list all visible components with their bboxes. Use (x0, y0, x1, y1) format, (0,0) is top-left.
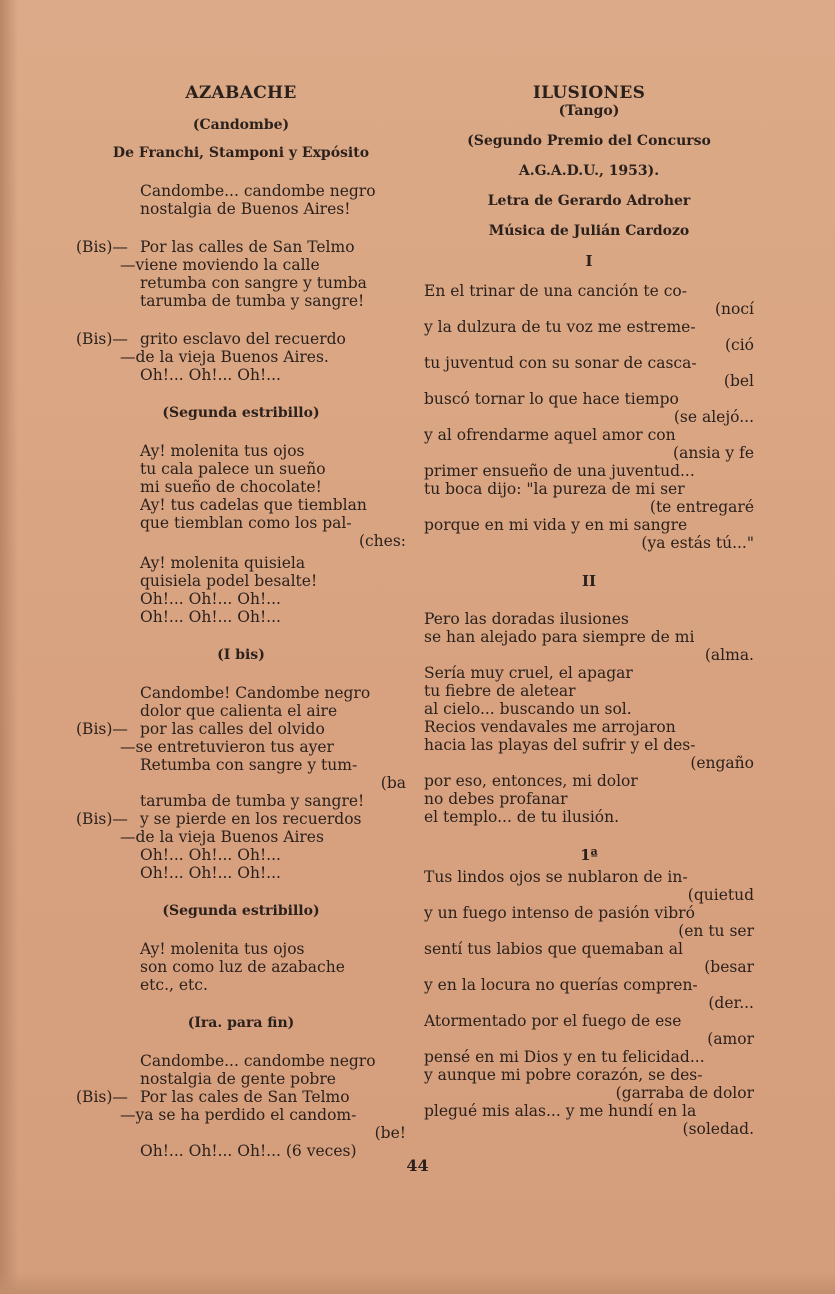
verse-line: Oh!... Oh!... Oh!... (140, 864, 281, 882)
verse-line-tail: (be! (374, 1124, 406, 1142)
verse-line: porque en mi vida y en mi sangre (424, 516, 688, 534)
verse-line: por las calles del olvido (140, 720, 325, 738)
verse-line: tu boca dijo: "la pureza de mi ser (424, 480, 685, 498)
page-edge-shadow (0, 0, 18, 1294)
verse-line: etc., etc. (140, 976, 208, 994)
award-line: A.G.A.D.U., 1953). (518, 163, 660, 179)
verse-line-tail: (besar (704, 958, 754, 976)
part-heading: I (585, 252, 593, 270)
stanza (76, 330, 406, 384)
verse-line: Por las calles de San Telmo (140, 238, 355, 256)
verse-line: nostalgia de Buenos Aires! (140, 200, 351, 218)
section-heading: (Segunda estribillo) (162, 405, 320, 421)
song-genre: (Candombe) (192, 117, 290, 133)
verse-line: Ay! molenita quisiela (140, 554, 306, 572)
verse-line: Ay! molenita tus ojos (140, 940, 305, 958)
verse-line: dolor que calienta el aire (140, 702, 338, 720)
song-azabache (76, 84, 406, 1160)
part-heading: II (581, 572, 597, 590)
stanza (424, 610, 754, 826)
page-bottom-shadow (0, 1272, 835, 1294)
verse-line-tail: (nocí (715, 300, 754, 318)
stanza (76, 442, 406, 550)
verse-line-tail: (amor (707, 1030, 754, 1048)
verse-line: —ya se ha perdido el candom- (120, 1106, 357, 1124)
stanza (76, 1052, 406, 1160)
verse-line: Oh!... Oh!... Oh!... (140, 608, 281, 626)
verse-line: tarumba de tumba y sangre! (140, 292, 365, 310)
verse-line: Oh!... Oh!... Oh!... (140, 590, 281, 608)
verse-line: y al ofrendarme aquel amor con (424, 426, 676, 444)
verse-line: mi sueño de chocolate! (140, 478, 322, 496)
verse-line: tu juventud con su sonar de casca- (424, 354, 697, 372)
verse-line: hacia las playas del sufrir y el des- (424, 736, 696, 754)
verse-line-tail: (quietud (687, 886, 754, 904)
verse-line: Ay! molenita tus ojos (140, 442, 305, 460)
verse-line: buscó tornar lo que hace tiempo (424, 390, 679, 408)
verse-line: y en la locura no querías compren- (424, 976, 698, 994)
verse-line: Oh!... Oh!... Oh!... (140, 366, 281, 384)
bis-marker: (Bis)— (76, 720, 128, 738)
verse-line: grito esclavo del recuerdo (140, 330, 346, 348)
song-genre: (Tango) (558, 103, 620, 119)
verse-line-tail: (engaño (690, 754, 754, 772)
verse-line: y un fuego intenso de pasión vibró (424, 904, 695, 922)
verse-line: tu cala palece un sueño (140, 460, 326, 478)
song-ilusiones (424, 84, 754, 1138)
verse-line-tail: (ció (724, 336, 754, 354)
verse-line: al cielo... buscando un sol. (424, 700, 632, 718)
verse-line: Candombe! Candombe negro (140, 684, 371, 702)
verse-line: Pero las doradas ilusiones (424, 610, 629, 628)
section-heading: (I bis) (217, 647, 265, 663)
verse-line: Sería muy cruel, el apagar (424, 664, 633, 682)
bis-marker: (Bis)— (76, 238, 128, 256)
verse-line: Ay! tus cadelas que tiemblan (140, 496, 367, 514)
verse-line: —de la vieja Buenos Aires. (120, 348, 329, 366)
verse-line: Retumba con sangre y tum- (140, 756, 358, 774)
verse-line-tail: (ba (380, 774, 406, 792)
verse-line: son como luz de azabache (140, 958, 345, 976)
verse-line: Candombe... candombe negro (140, 182, 376, 200)
song-title: ILUSIONES (532, 83, 646, 103)
verse-line: y aunque mi pobre corazón, se des- (424, 1066, 703, 1084)
music-credit: Música de Julián Cardozo (488, 223, 690, 239)
verse-line: por eso, entonces, mi dolor (424, 772, 638, 790)
verse-line: Atormentado por el fuego de ese (424, 1012, 682, 1030)
verse-line: no debes profanar (424, 790, 568, 808)
verse-line-tail: (alma. (704, 646, 754, 664)
verse-line: el templo... de tu ilusión. (424, 808, 620, 826)
verse-line: y la dulzura de tu voz me estreme- (424, 318, 696, 336)
bis-marker: (Bis)— (76, 330, 128, 348)
verse-line-tail: (bel (723, 372, 754, 390)
stanza (76, 684, 406, 882)
verse-line: se han alejado para siempre de mi (424, 628, 695, 646)
verse-line: —de la vieja Buenos Aires (120, 828, 324, 846)
stanza (424, 282, 754, 552)
bis-marker: (Bis)— (76, 810, 128, 828)
lyrics-credit: Letra de Gerardo Adroher (487, 193, 691, 209)
verse-line: Candombe... candombe negro (140, 1052, 376, 1070)
bis-marker: (Bis)— (76, 1088, 128, 1106)
verse-line: En el trinar de una canción te co- (424, 282, 687, 300)
verse-line-tail: (en tu ser (678, 922, 754, 940)
section-heading: (Ira. para fin) (187, 1015, 295, 1031)
award-line: (Segundo Premio del Concurso (467, 133, 711, 149)
section-heading: (Segunda estribillo) (162, 903, 320, 919)
part-heading: 1ª (580, 846, 598, 864)
verse-line: —viene moviendo la calle (120, 256, 320, 274)
verse-line-tail: (se alejó... (673, 408, 754, 426)
verse-line: pensé en mi Dios y en tu felicidad... (424, 1048, 705, 1066)
stanza (76, 238, 406, 310)
verse-line: Oh!... Oh!... Oh!... (140, 846, 281, 864)
verse-line: plegué mis alas... y me hundí en la (424, 1102, 697, 1120)
verse-line-tail: (soledad. (682, 1120, 754, 1138)
song-authors: De Franchi, Stamponi y Expósito (112, 145, 370, 161)
verse-line: y se pierde en los recuerdos (140, 810, 362, 828)
stanza (424, 868, 754, 1138)
stanza (76, 554, 406, 626)
verse-line: Recios vendavales me arrojaron (424, 718, 676, 736)
stanza (76, 182, 406, 218)
verse-line-tail: (ansia y fe (673, 444, 754, 462)
verse-line: Por las cales de San Telmo (140, 1088, 350, 1106)
verse-line: tarumba de tumba y sangre! (140, 792, 365, 810)
verse-line-tail: (te entregaré (649, 498, 754, 516)
verse-line-tail: (ya estás tú..." (641, 534, 754, 552)
page-number: 44 (406, 1156, 429, 1175)
verse-line: primer ensueño de una juventud... (424, 462, 695, 480)
verse-line: Tus lindos ojos se nublaron de in- (424, 868, 688, 886)
verse-line: Oh!... Oh!... Oh!... (6 veces) (140, 1142, 357, 1160)
verse-line-tail: (garraba de dolor (615, 1084, 754, 1102)
verse-line: que tiemblan como los pal- (140, 514, 352, 532)
verse-line: sentí tus labios que quemaban al (424, 940, 683, 958)
verse-line: retumba con sangre y tumba (140, 274, 367, 292)
verse-line: tu fiebre de aletear (424, 682, 576, 700)
verse-line: —se entretuvieron tus ayer (120, 738, 334, 756)
verse-line: nostalgia de gente pobre (140, 1070, 336, 1088)
verse-line: quisiela podel besalte! (140, 572, 318, 590)
verse-line-tail: (der... (708, 994, 754, 1012)
song-title: AZABACHE (185, 83, 297, 103)
stanza (76, 940, 406, 994)
verse-line-tail: (ches: (358, 532, 406, 550)
